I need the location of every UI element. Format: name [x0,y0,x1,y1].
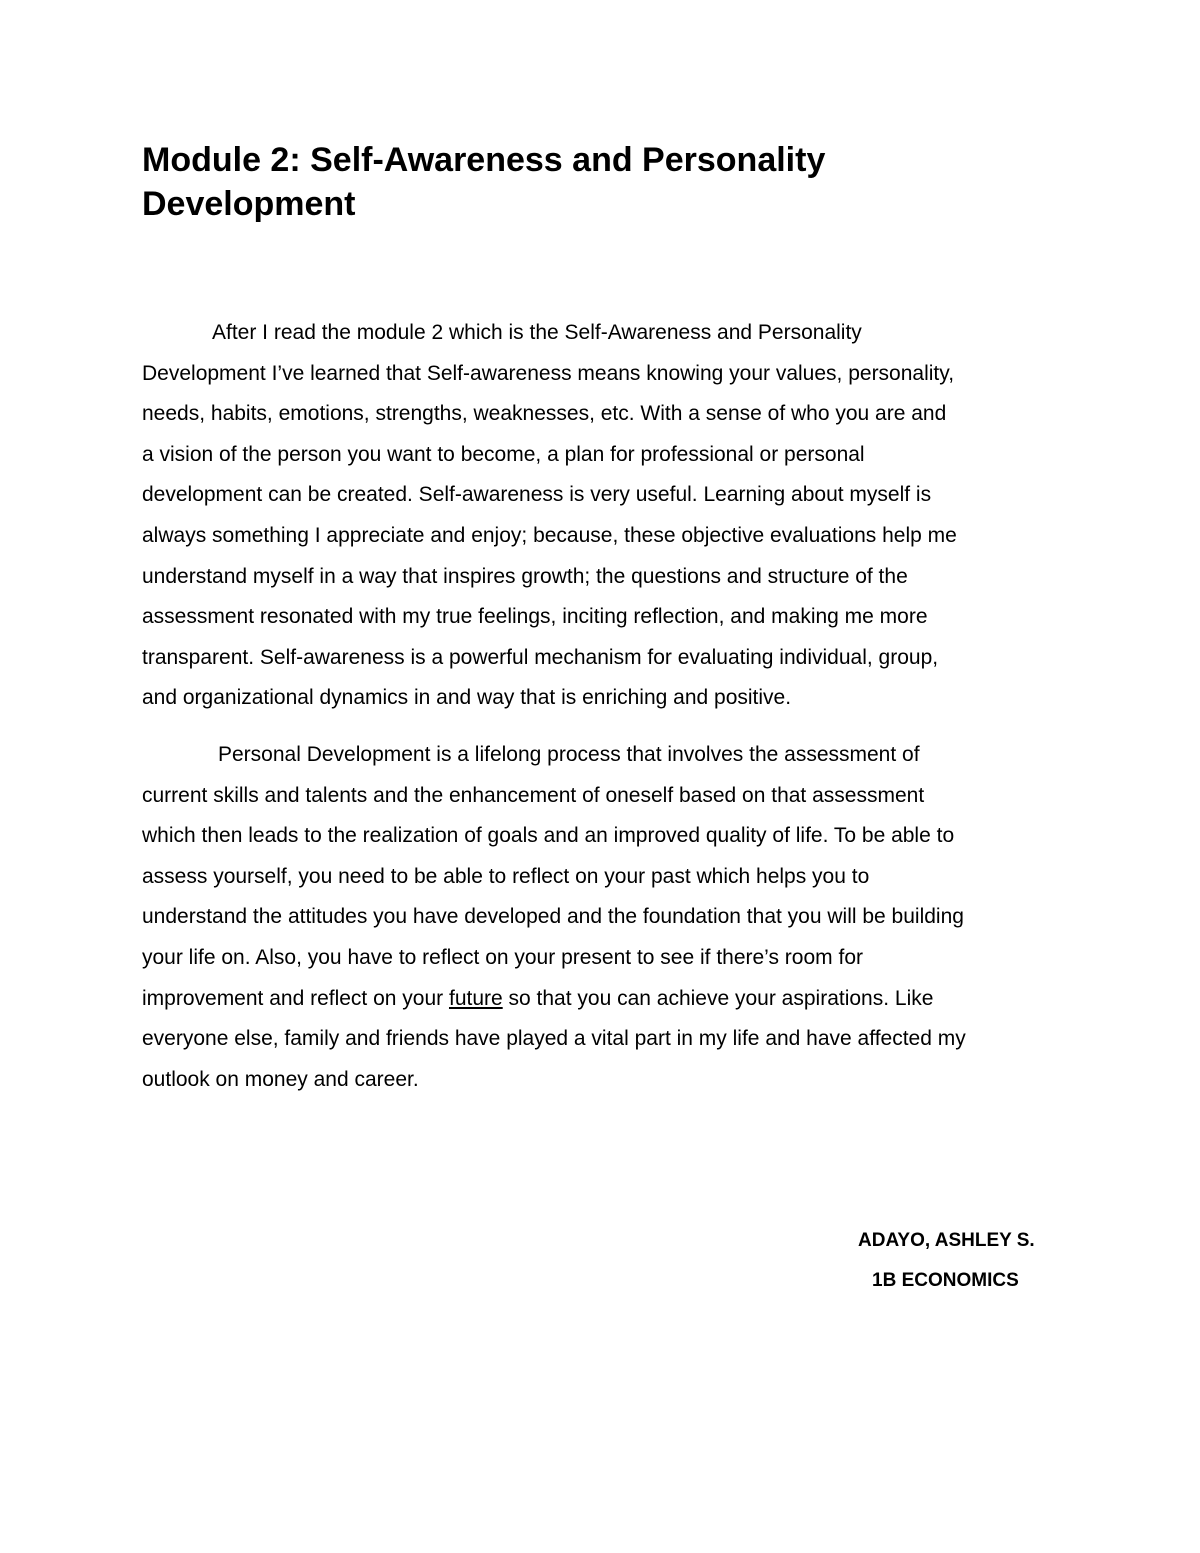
text-line: which then leads to the realization of goals and an improved quality of life. To be able to [142,824,955,848]
text-line: outlook on money and career. [142,1067,419,1091]
text-line: improvement and reflect on your [142,986,449,1010]
text-line: always something I appreciate and enjoy; because, these objective evaluations help me [142,523,957,547]
text-line: everyone else, family and friends have played a vital part in my life and have affected my [142,1027,966,1051]
text-line: your life on. Also, you have to reflect on your present to see if there’s room for [142,945,863,969]
future-link[interactable]: future [448,986,503,1010]
text-line: current skills and talents and the enhancement of oneself based on that assessment [142,783,925,807]
text-line: After I read the module 2 which is the Self-Awareness and Personality [212,321,862,344]
text-line: understand myself in a way that inspires growth; the questions and structure of the [142,564,908,588]
text-line: Development I’ve learned that Self-awareness means knowing your values, personality, [142,361,955,385]
author-name: ADAYO, ASHLEY S. [858,1230,1035,1251]
title-line-1: Module 2: Self-Awareness and Personality [142,141,826,179]
text-line: assess yourself, you need to be able to reflect on your past which helps you to [142,864,870,888]
text-line: transparent. Self-awareness is a powerful mechanism for evaluating individual, group, [142,645,939,669]
text-line: Personal Development is a lifelong process that involves the assessment of [218,743,920,766]
text-line: a vision of the person you want to become, a plan for professional or personal [142,442,865,466]
text-line: development can be created. Self-awareness is very useful. Learning about myself is [142,483,932,507]
text-line: assessment resonated with my true feelings, inciting reflection, and making me more [142,605,928,629]
text-line: understand the attitudes you have developed and the foundation that you will be building [142,905,964,929]
document-title [142,138,1042,226]
title-line-2: Development [142,185,356,223]
author-class: 1B ECONOMICS [872,1270,1019,1291]
paragraph-self-awareness [142,313,1062,719]
paragraph-personal-development [142,735,1062,1100]
text-line: and organizational dynamics in and way that is enriching and positive. [142,686,792,710]
text-line: so that you can achieve your aspirations. Like [502,986,934,1010]
text-line: needs, habits, emotions, strengths, weaknesses, etc. With a sense of who you are and [142,402,947,426]
